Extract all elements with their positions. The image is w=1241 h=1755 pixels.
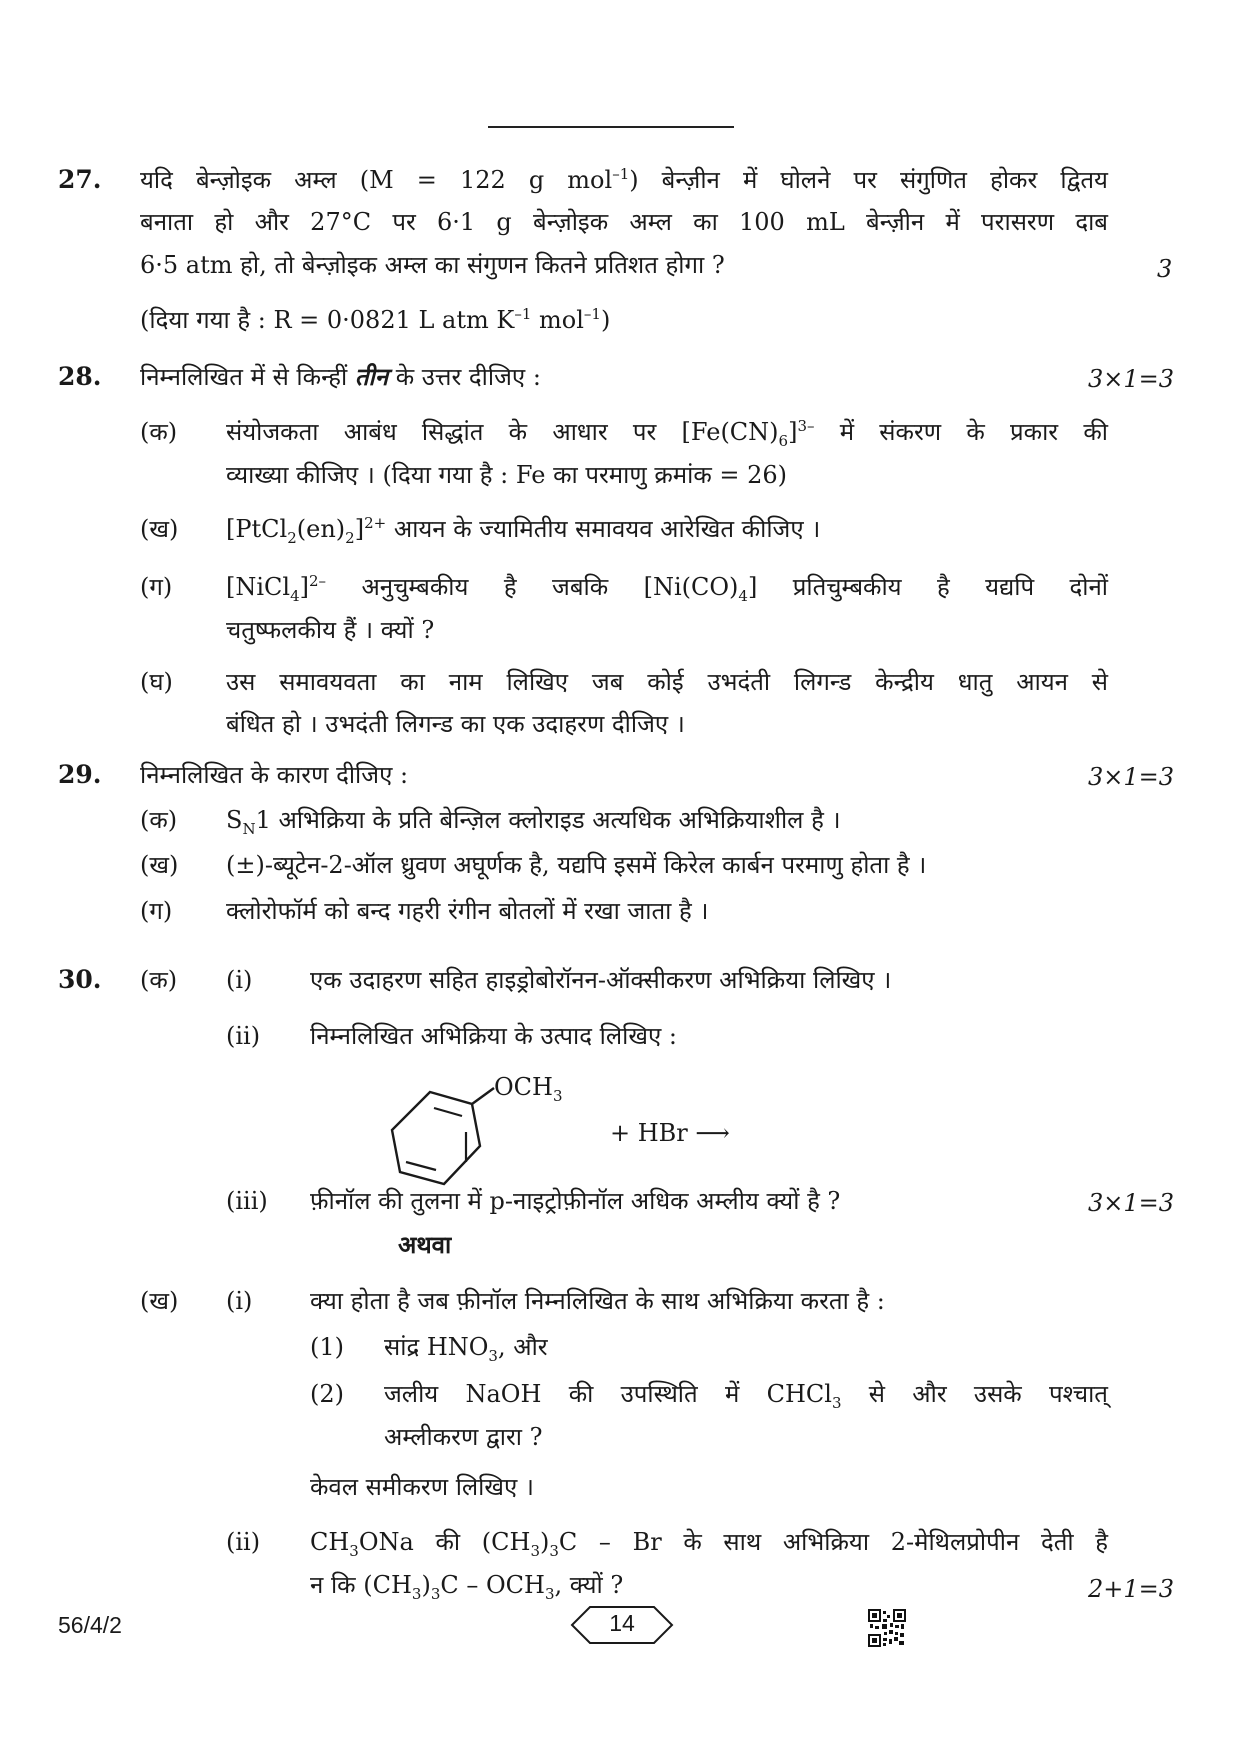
q30-ka-i-label: (i) <box>226 966 253 994</box>
q30-kha-2-line2: अम्लीकरण द्वारा ? <box>384 1423 543 1451</box>
q29-marks: 3×1=3 <box>1088 763 1175 791</box>
q30-number: 30. <box>58 965 102 994</box>
q30-kha-ii-label: (ii) <box>226 1528 261 1556</box>
q30-kha-i-label: (i) <box>226 1287 253 1315</box>
athava-label: अथवा <box>398 1230 452 1259</box>
page-number: 14 <box>609 1610 635 1636</box>
q30-kha-ii-line2: न कि $(CH_3)_3C - OCH_3$, क्यों ? <box>310 1571 624 1603</box>
q30-ka-iii-label: (iii) <box>226 1187 268 1215</box>
q27-line2: बनाता हो और 27°C पर 6·1 g बेन्ज़ोइक अम्ल का 100 mL बेन्ज़ीन में परासरण दाब <box>140 208 1108 236</box>
q29-ga-text: क्लोरोफॉर्म को बन्द गहरी रंगीन बोतलों में रखा जाता है । <box>226 897 709 925</box>
q28-intro: निम्नलिखित में से किन्हीं तीन के उत्तर दीजिए : <box>140 362 541 391</box>
q27-line3: 6·5 atm हो, तो बेन्ज़ोइक अम्ल का संगुणन कितने प्रतिशत होगा ? <box>140 251 725 279</box>
q27-given: (दिया गया है : R = 0·0821 L atm $K^{-1}$ mol$^{-1}$) <box>140 305 611 334</box>
q30-ka-ii-text: निम्नलिखित अभिक्रिया के उत्पाद लिखिए : <box>310 1022 677 1050</box>
q29-ka-label: (क) <box>140 806 178 834</box>
q30-kha-ii-line1: $CH_3ONa$ की $(CH_3)_3C$ – Br के साथ अभिक्रिया 2-मेथिलप्रोपीन देती है <box>310 1528 1108 1560</box>
q30-eq-only: केवल समीकरण लिखिए । <box>310 1473 535 1501</box>
q28-marks: 3×1=3 <box>1088 365 1175 393</box>
q29-number: 29. <box>58 760 102 789</box>
q27-line1: यदि बेन्ज़ोइक अम्ल (M = 122 g mol$^{-1}$) बेन्ज़ीन में घोलने पर संगुणित होकर द्वितय <box>140 165 1108 194</box>
q28-ga-line1: [NiCl$_4$]$^{2-}$ अनुचुम्बकीय है जबकि $[Ni(CO)_4]$ प्रतिचुम्बकीय है यद्यपि दोनों <box>226 572 1108 605</box>
q27-marks: 3 <box>1157 255 1173 283</box>
q29-intro: निम्नलिखित के कारण दीजिए : <box>140 761 409 789</box>
q28-ka-line2: व्याख्या कीजिए । (दिया गया है : Fe का परमाणु क्रमांक = 26) <box>226 461 788 489</box>
q28-ka-label: (क) <box>140 418 178 446</box>
q30-kha-2-line1: जलीय NaOH की उपस्थिति में CHCl$_3$ से और उसके पश्चात् <box>384 1380 1108 1412</box>
q27-number: 27. <box>58 165 102 194</box>
och3-label: $OCH_3$ <box>494 1073 563 1105</box>
qr-code-icon <box>868 1609 906 1647</box>
q28-ga-label: (ग) <box>140 573 173 601</box>
q30-kha-1-label: (1) <box>310 1333 344 1361</box>
q28-kha-text: $[PtCl_2(en)_2]^{2+}$ आयन के ज्यामितीय समावयव आरेखित कीजिए । <box>226 514 821 547</box>
q28-ga-line2: चतुष्फलकीय हैं । क्यों ? <box>226 616 435 644</box>
q30-ka-marks: 3×1=3 <box>1088 1189 1175 1217</box>
q29-ka-text: $S_N1$ अभिक्रिया के प्रति बेन्ज़िल क्लोराइड अत्यधिक अभिक्रियाशील है । <box>226 806 841 838</box>
q28-ka-line1: संयोजकता आबंध सिद्धांत के आधार पर $[Fe(CN)_6]^{3-}$ में संकरण के प्रकार की <box>226 417 1108 450</box>
q28-kha-label: (ख) <box>140 515 179 543</box>
q29-ga-label: (ग) <box>140 897 173 925</box>
q30-ka-label: (क) <box>140 966 178 994</box>
q29-kha-label: (ख) <box>140 851 179 879</box>
q28-gha-line2: बंधित हो । उभदंती लिगन्ड का एक उदाहरण दीजिए । <box>226 710 685 738</box>
top-rule <box>488 126 734 128</box>
q30-kha-marks: 2+1=3 <box>1088 1575 1175 1603</box>
q28-number: 28. <box>58 362 102 391</box>
q28-gha-line1: उस समावयवता का नाम लिखिए जब कोई उभदंती लिगन्ड केन्द्रीय धातु आयन से <box>226 668 1108 696</box>
q30-kha-label: (ख) <box>140 1287 179 1315</box>
q30-ka-i-text: एक उदाहरण सहित हाइड्रोबोरॉनन-ऑक्सीकरण अभिक्रिया लिखिए । <box>310 966 892 994</box>
q30-ka-iii-text: फ़ीनॉल की तुलना में p-नाइट्रोफ़ीनॉल अधिक अम्लीय क्यों है ? <box>310 1187 841 1215</box>
q30-kha-i-text: क्या होता है जब फ़ीनॉल निम्नलिखित के साथ अभिक्रिया करता है : <box>310 1287 885 1315</box>
q29-kha-text: (±)-ब्यूटेन-2-ऑल ध्रुवण अघूर्णक है, यद्यपि इसमें किरेल कार्बन परमाणु होता है । <box>226 851 927 879</box>
q30-ka-ii-label: (ii) <box>226 1022 261 1050</box>
paper-code: 56/4/2 <box>58 1612 122 1638</box>
q30-kha-1-text: सांद्र $HNO_3$, और <box>384 1333 548 1365</box>
q30-kha-2-label: (2) <box>310 1380 344 1408</box>
reagent-hbr: + HBr ⟶ <box>610 1119 730 1147</box>
q28-gha-label: (घ) <box>140 668 173 696</box>
